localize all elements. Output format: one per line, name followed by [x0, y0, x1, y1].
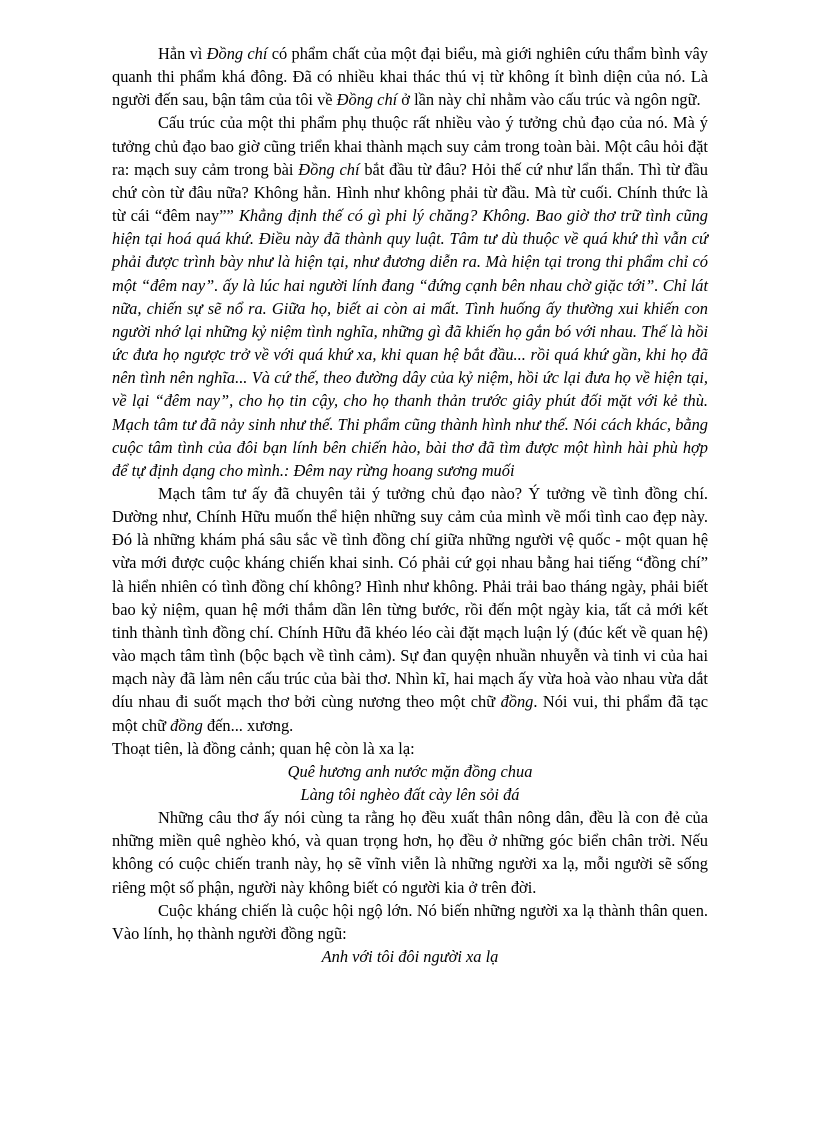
italic-passage: Khẳng định thế có gì phi lý chăng? Không. Bao giờ thơ trữ tình cũng hiện tại hoá quá khứ. Điều này đã thành quy luật. Tâm tư dù thuộc về quá khứ thì vẫn cứ phải được trình bày như là hiện tại, như đương diễn ra. Mà hiện tại trong thi phẩm chỉ có một “đêm nay”. ấy là lúc hai người lính đang “đứng cạnh bên nhau chờ giặc tới”. Chỉ lát nữa, chiến sự sẽ nổ ra. Giữa họ, biết ai còn ai mất. Tình huống ấy thường xui khiến con người nhớ lại những kỷ niệm tình nghĩa, những gì đã khiến họ gắn bó với nhau. Thế là hồi ức đưa họ ngược trở về với quá khứ xa, khi quan hệ bắt đầu... rồi quá khứ gần, khi họ đã nên tình nên nghĩa... Và cứ thế, theo đường dây của kỷ niệm, hồi ức lại đưa họ về hiện tại, về lại “đêm nay”, cho họ tin cậy, cho họ thanh thản trước giây phút đối mặt với kẻ thù. Mạch tâm tư đã nảy sinh như thế. Thi phẩm cũng thành hình như thế. Nói cách khác, bằng cuộc tâm tình của đôi bạn lính bên chiến hào, bài thơ đã tìm được một hình hài phù hợp để tự định dạng cho mình.: Đêm nay rừng hoang sương muối: [112, 206, 708, 480]
text-run: bắt đầu từ đâu? Hỏi thế cứ như lẩn thẩn. Thì từ đầu chứ còn từ đâu nữa? Không hẳn. Hình như không phải từ đầu. Mà từ cuối. Chính thức là từ cái “đêm nay””: [112, 159, 708, 226]
text-run: Cấu trúc của một thi phẩm phụ thuộc rất nhiều vào ý tưởng chủ đạo của nó. Mà ý tưởng chủ đạo bao giờ cũng triển khai thành mạch suy cảm trong toàn bài. Một câu hỏi đặt ra: mạch suy cảm trong bài: [112, 113, 708, 179]
poem-title: Đồng chí: [206, 44, 268, 63]
verse-line: Làng tôi nghèo đất cày lên sỏi đá: [300, 785, 520, 804]
paragraph-reunion: Cuộc kháng chiến là cuộc hội ngộ lớn. Nó biến những người xa lạ thành thân quen. Vào lính, họ thành người đồng ngũ:: [112, 900, 708, 943]
emphasis-word: đồng: [500, 692, 534, 712]
text-run: Hẳn vì: [158, 44, 207, 63]
text-run: Mạch tâm tư ấy đã chuyên tải ý tưởng chủ đạo nào? Ý tưởng về tình đồng chí. Dường như, Chính Hữu muốn thể hiện những suy cảm của mình về mối tình cao đẹp này. Đó là những khám phá sâu sắc về tình đồng chí giữa những người vệ quốc - một quan hệ vừa mới được cuộc kháng chiến khai sinh. Có phải cứ gọi nhau bằng hai tiếng “đồng chí” là hiển nhiên có tình đồng chí không? Hình như không. Phải trải bao tháng ngày, phải biết bao kỷ niệm, quan hệ mới thắm dần lên từng bước, rồi đến một ngày kia, tất cả mới kết tinh thành tình đồng chí. Chính Hữu đã khéo léo cài đặt mạch luận lý (đúc kết về quan hệ) vào mạch tâm tình (bộc bạch về tình cảm). Sự đan quyện nhuần nhuyễn và tinh vi của hai mạch này đã làm nên cấu trúc của bài thơ. Nhìn kĩ, hai mạch ấy vừa hoà vào nhau vừa dắt díu nhau đi suốt mạch thơ bởi cùng nương theo một chữ: [112, 483, 708, 712]
paragraph-theme: [112, 482, 708, 737]
text-run: . Nói vui, thi phẩm đã tạc một chữ: [112, 692, 708, 735]
paragraph-intro: [112, 42, 708, 111]
text-run: ở lần này chỉ nhằm vào cấu trúc và ngôn ngữ.: [397, 90, 701, 110]
verse-line: Anh với tôi đôi người xa lạ: [321, 947, 499, 967]
paragraph-transition: Thoạt tiên, là đồng cảnh; quan hệ còn là xa lạ:: [112, 738, 415, 758]
poem-title: Đồng chí: [298, 159, 360, 179]
paragraph-structure: [112, 111, 708, 482]
verse-line: Quê hương anh nước mặn đồng chua: [287, 761, 533, 781]
emphasis-word: đồng: [170, 715, 203, 735]
paragraph-commentary: Những câu thơ ấy nói cùng ta rằng họ đều xuất thân nông dân, đều là con đẻ của những miền quê nghèo khó, và quan trọng hơn, họ đều ở những góc biển chân trời. Nếu không có cuộc chiến tranh này, họ sẽ vĩnh viễn là những người xa lạ, mỗi người sẽ sống riêng một số phận, người này không biết có người kia ở trên đời.: [112, 808, 708, 897]
text-run: có phẩm chất của một đại biểu, mà giới nghiên cứu thẩm bình vây quanh thi phẩm khá đông. Đã có nhiều khai thác thú vị từ không ít bình diện của nó. Là người đến sau, bận tâm của tôi về: [112, 44, 708, 110]
text-run: đến... xương.: [202, 715, 294, 735]
poem-title: Đồng chí: [336, 90, 398, 110]
